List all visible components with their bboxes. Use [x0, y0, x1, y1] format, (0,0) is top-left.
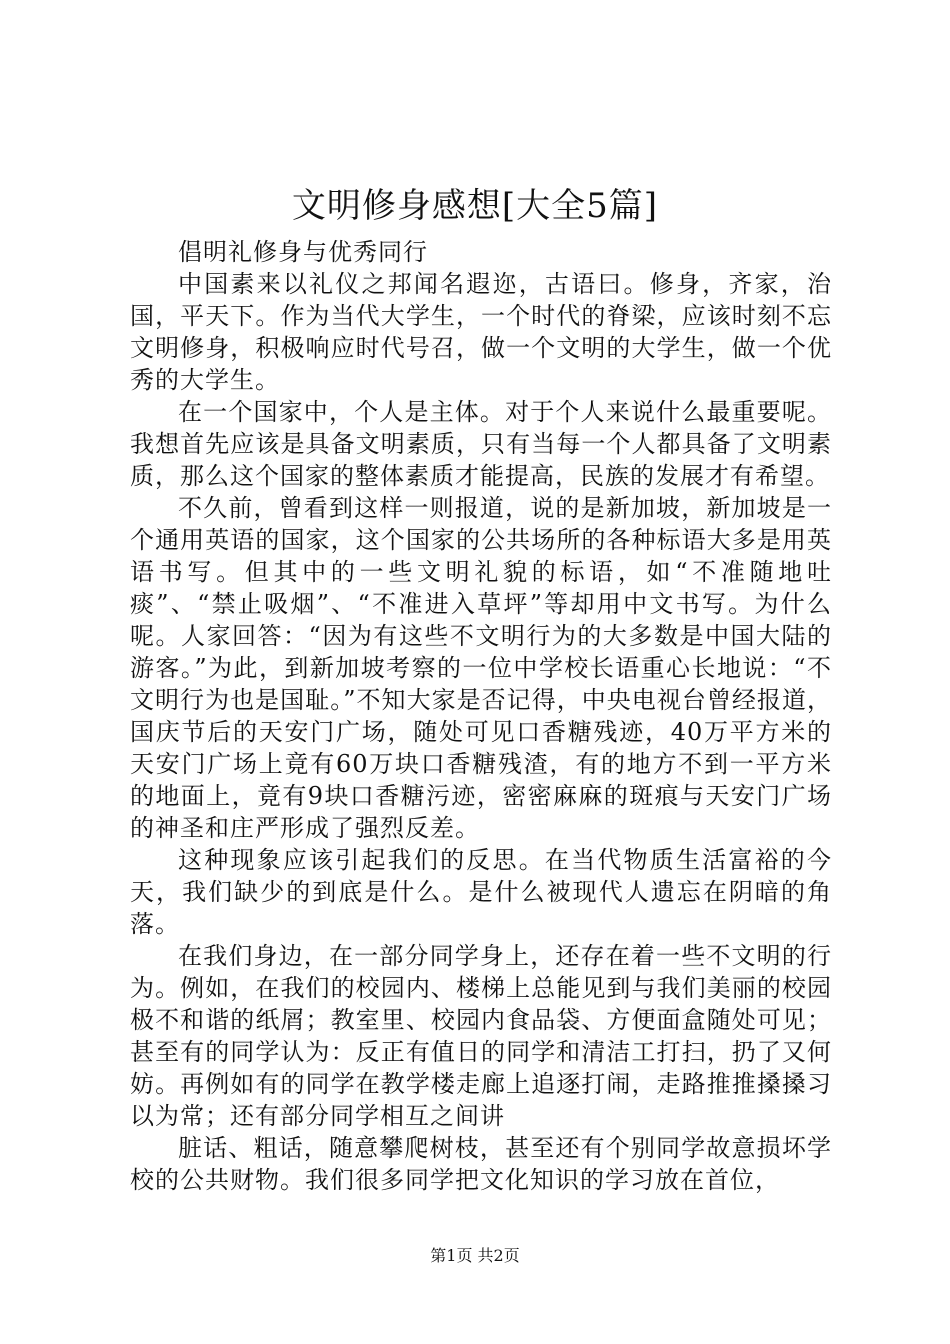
paragraph-subtitle: 倡明礼修身与优秀同行	[178, 238, 428, 266]
page-footer	[0, 1245, 950, 1267]
paragraph: 在一个国家中，个人是主体。对于个人来说什么最重要呢。我想首先应该是具备文明素质，只有当每一个人都具备了文明素质，那么这个国家的整体素质才能提高，民族的发展才有希望。	[130, 398, 832, 490]
document-body	[130, 236, 832, 1196]
document-title: 文明修身感想[大全5篇]	[291, 186, 659, 226]
paragraph: 脏话、粗话，随意攀爬树枝，甚至还有个别同学故意损坏学校的公共财物。我们很多同学把文化知识的学习放在首位，	[130, 1134, 832, 1194]
paragraph: 这种现象应该引起我们的反思。在当代物质生活富裕的今天，我们缺少的到底是什么。是什么被现代人遗忘在阴暗的角落。	[130, 846, 832, 938]
paragraph: 不久前，曾看到这样一则报道，说的是新加坡，新加坡是一个通用英语的国家，这个国家的公共场所的各种标语大多是用英语书写。但其中的一些文明礼貌的标语，如“不准随地吐痰”、“禁止吸烟”、“不准进入草坪”等却用中文书写。为什么呢。人家回答：“因为有这些不文明行为的大多数是中国大陆的游客。”为此，到新加坡考察的一位中学校长语重心长地说：“不文明行为也是国耻。”不知大家是否记得，中央电视台曾经报道，国庆节后的天安门广场，随处可见口香糖残迹，40万平方米的天安门广场上竟有60万块口香糖残渣，有的地方不到一平方米的地面上，竟有9块口香糖污迹，密密麻麻的斑痕与天安门广场的神圣和庄严形成了强烈反差。	[130, 494, 832, 842]
paragraph: 在我们身边，在一部分同学身上，还存在着一些不文明的行为。例如，在我们的校园内、楼梯上总能见到与我们美丽的校园极不和谐的纸屑；教室里、校园内食品袋、方便面盒随处可见；甚至有的同学认为：反正有值日的同学和清洁工打扫，扔了又何妨。再例如有的同学在教学楼走廊上追逐打闹，走路推推搡搡习以为常；还有部分同学相互之间讲	[130, 942, 832, 1130]
page-number: 第1页 共2页	[430, 1246, 520, 1265]
paragraph: 中国素来以礼仪之邦闻名遐迩，古语曰。修身，齐家，治国，平天下。作为当代大学生，一个时代的脊梁，应该时刻不忘文明修身，积极响应时代号召，做一个文明的大学生，做一个优秀的大学生。	[130, 270, 832, 394]
